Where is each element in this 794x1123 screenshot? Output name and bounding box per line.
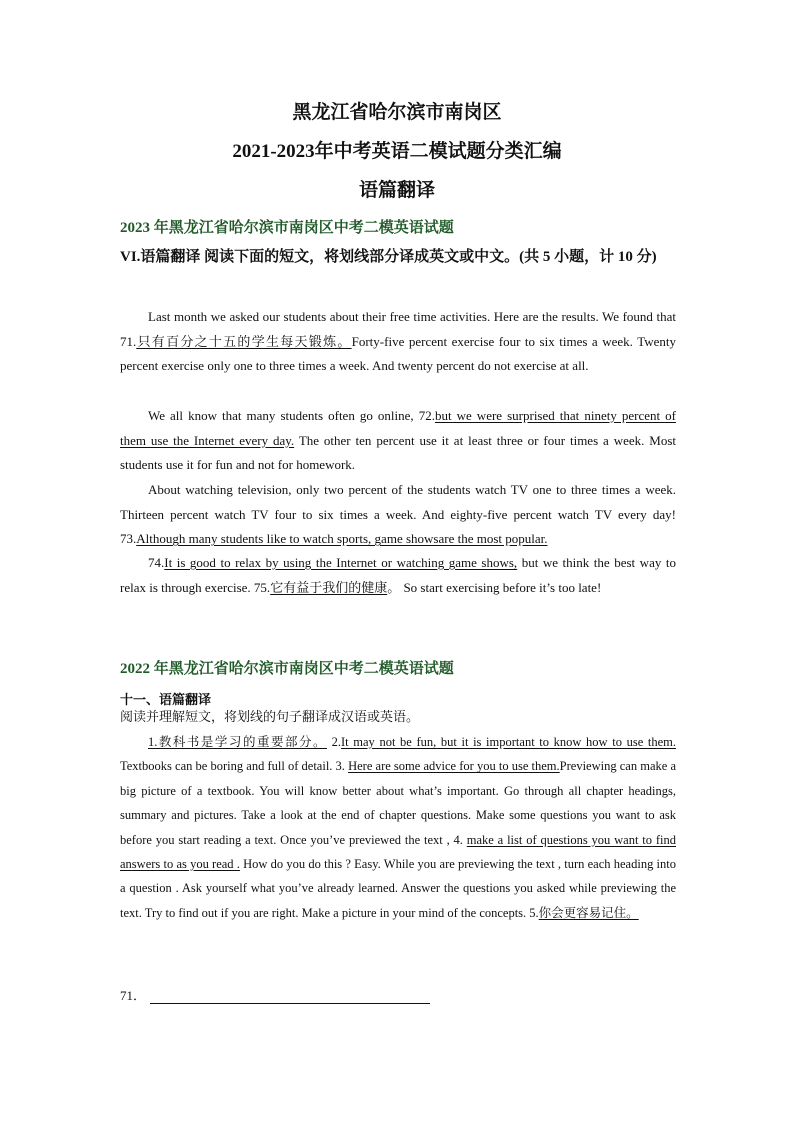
underlined-72: but we were surprised that ninety percent of them use the Internet every day. <box>120 408 676 448</box>
doc-title-region: 黑龙江省哈尔滨市南岗区 <box>292 102 502 123</box>
doc-title-years: 2021-2023年中考英语二模试题分类汇编 <box>232 141 562 162</box>
underlined-71: 只有百分之十五的学生每天锻炼。 <box>136 333 352 349</box>
section-2022-heading: 2022 年黑龙江省哈尔滨市南岗区中考二模英语试题 <box>120 661 454 677</box>
section-2023-heading: 2023 年黑龙江省哈尔滨市南岗区中考二模英语试题 <box>120 220 454 236</box>
section-2022-subheading: 十一、语篇翻译 <box>120 692 212 707</box>
underlined-4: make a list of questions you want to find answers to as you read . <box>120 832 676 872</box>
passage-2023-p3: About watching television, only two percent of the students watch TV one to three times a week. Thirteen percent watch TV four to six times a week. And eighty-five percent watch TV every day! 73.Although many students like to watch sports, game showsare the most popular. <box>120 482 676 547</box>
section-2023-instruction: VI.语篇翻译 阅读下面的短文，将划线部分译成英文或中文。(共 5 小题，计 10 分) <box>120 249 657 265</box>
passage-2022: 1.教科书是学习的重要部分。 2.It may not be fun, but it is important to know how to use them. Textbooks can be boring and full of detail. 3. Here are some advice for you to use them.Previewing can make a big picture of a textbook. You will know better about what’s important. Go through all chapter headings, summary and pictures. Take a look at the end of chapter questions. Make some questions you want to ask before you start reading a text. Once you’ve previewed the text , 4. make a list of questions you want to find answers to as you read . How do you do this ? Easy. While you are previewing the text , turn each heading into a question . Ask yourself what you’ve already learned. Answer the questions you asked while previewing the text. Try to find out if you are right. Make a picture in your mind of the concepts. 5.你会更容易记住。 <box>120 735 676 920</box>
underlined-3: Here are some advice for you to use them. <box>348 759 560 774</box>
underlined-74: It is good to relax by using the Internet or watching game shows, <box>164 555 518 570</box>
passage-2023-p2: We all know that many students often go online, 72.but we were surprised that ninety percent of them use the Internet every day. The other ten percent use it at least three or four times a week. Most students use it for fun and not for homework. <box>120 408 676 473</box>
answer-71-label: 71． <box>120 988 147 1003</box>
underlined-2: It may not be fun, but it is important to know how to use them. <box>341 735 676 749</box>
passage-2023-p1: Last month we asked our students about their free time activities. Here are the results. We found that 71.只有百分之十五的学生每天锻炼。Forty-five percent exercise four to six times a week. Twenty percent exercise only one to three times a week. And twenty percent do not exercise at all. <box>120 309 676 374</box>
answer-71 <box>120 985 430 1004</box>
underlined-5: 你会更容易记住。 <box>538 905 639 920</box>
doc-title-topic: 语篇翻译 <box>358 180 435 201</box>
passage-2023-p4: 74.It is good to relax by using the Internet or watching game shows, but we think the best way to relax is through exercise. 75.它有益于我们的健康。 So start exercising before it’s too late! <box>120 555 676 595</box>
underlined-73: Although many students like to watch sports, game showsare the most popular. <box>136 531 548 547</box>
underlined-1: 1.教科书是学习的重要部分。 <box>148 735 327 749</box>
section-2022-instruction: 阅读并理解短文，将划线的句子翻译成汉语或英语。 <box>120 709 420 724</box>
underlined-75: 它有益于我们的健康 <box>270 579 388 595</box>
answer-71-blank[interactable] <box>150 989 430 1004</box>
